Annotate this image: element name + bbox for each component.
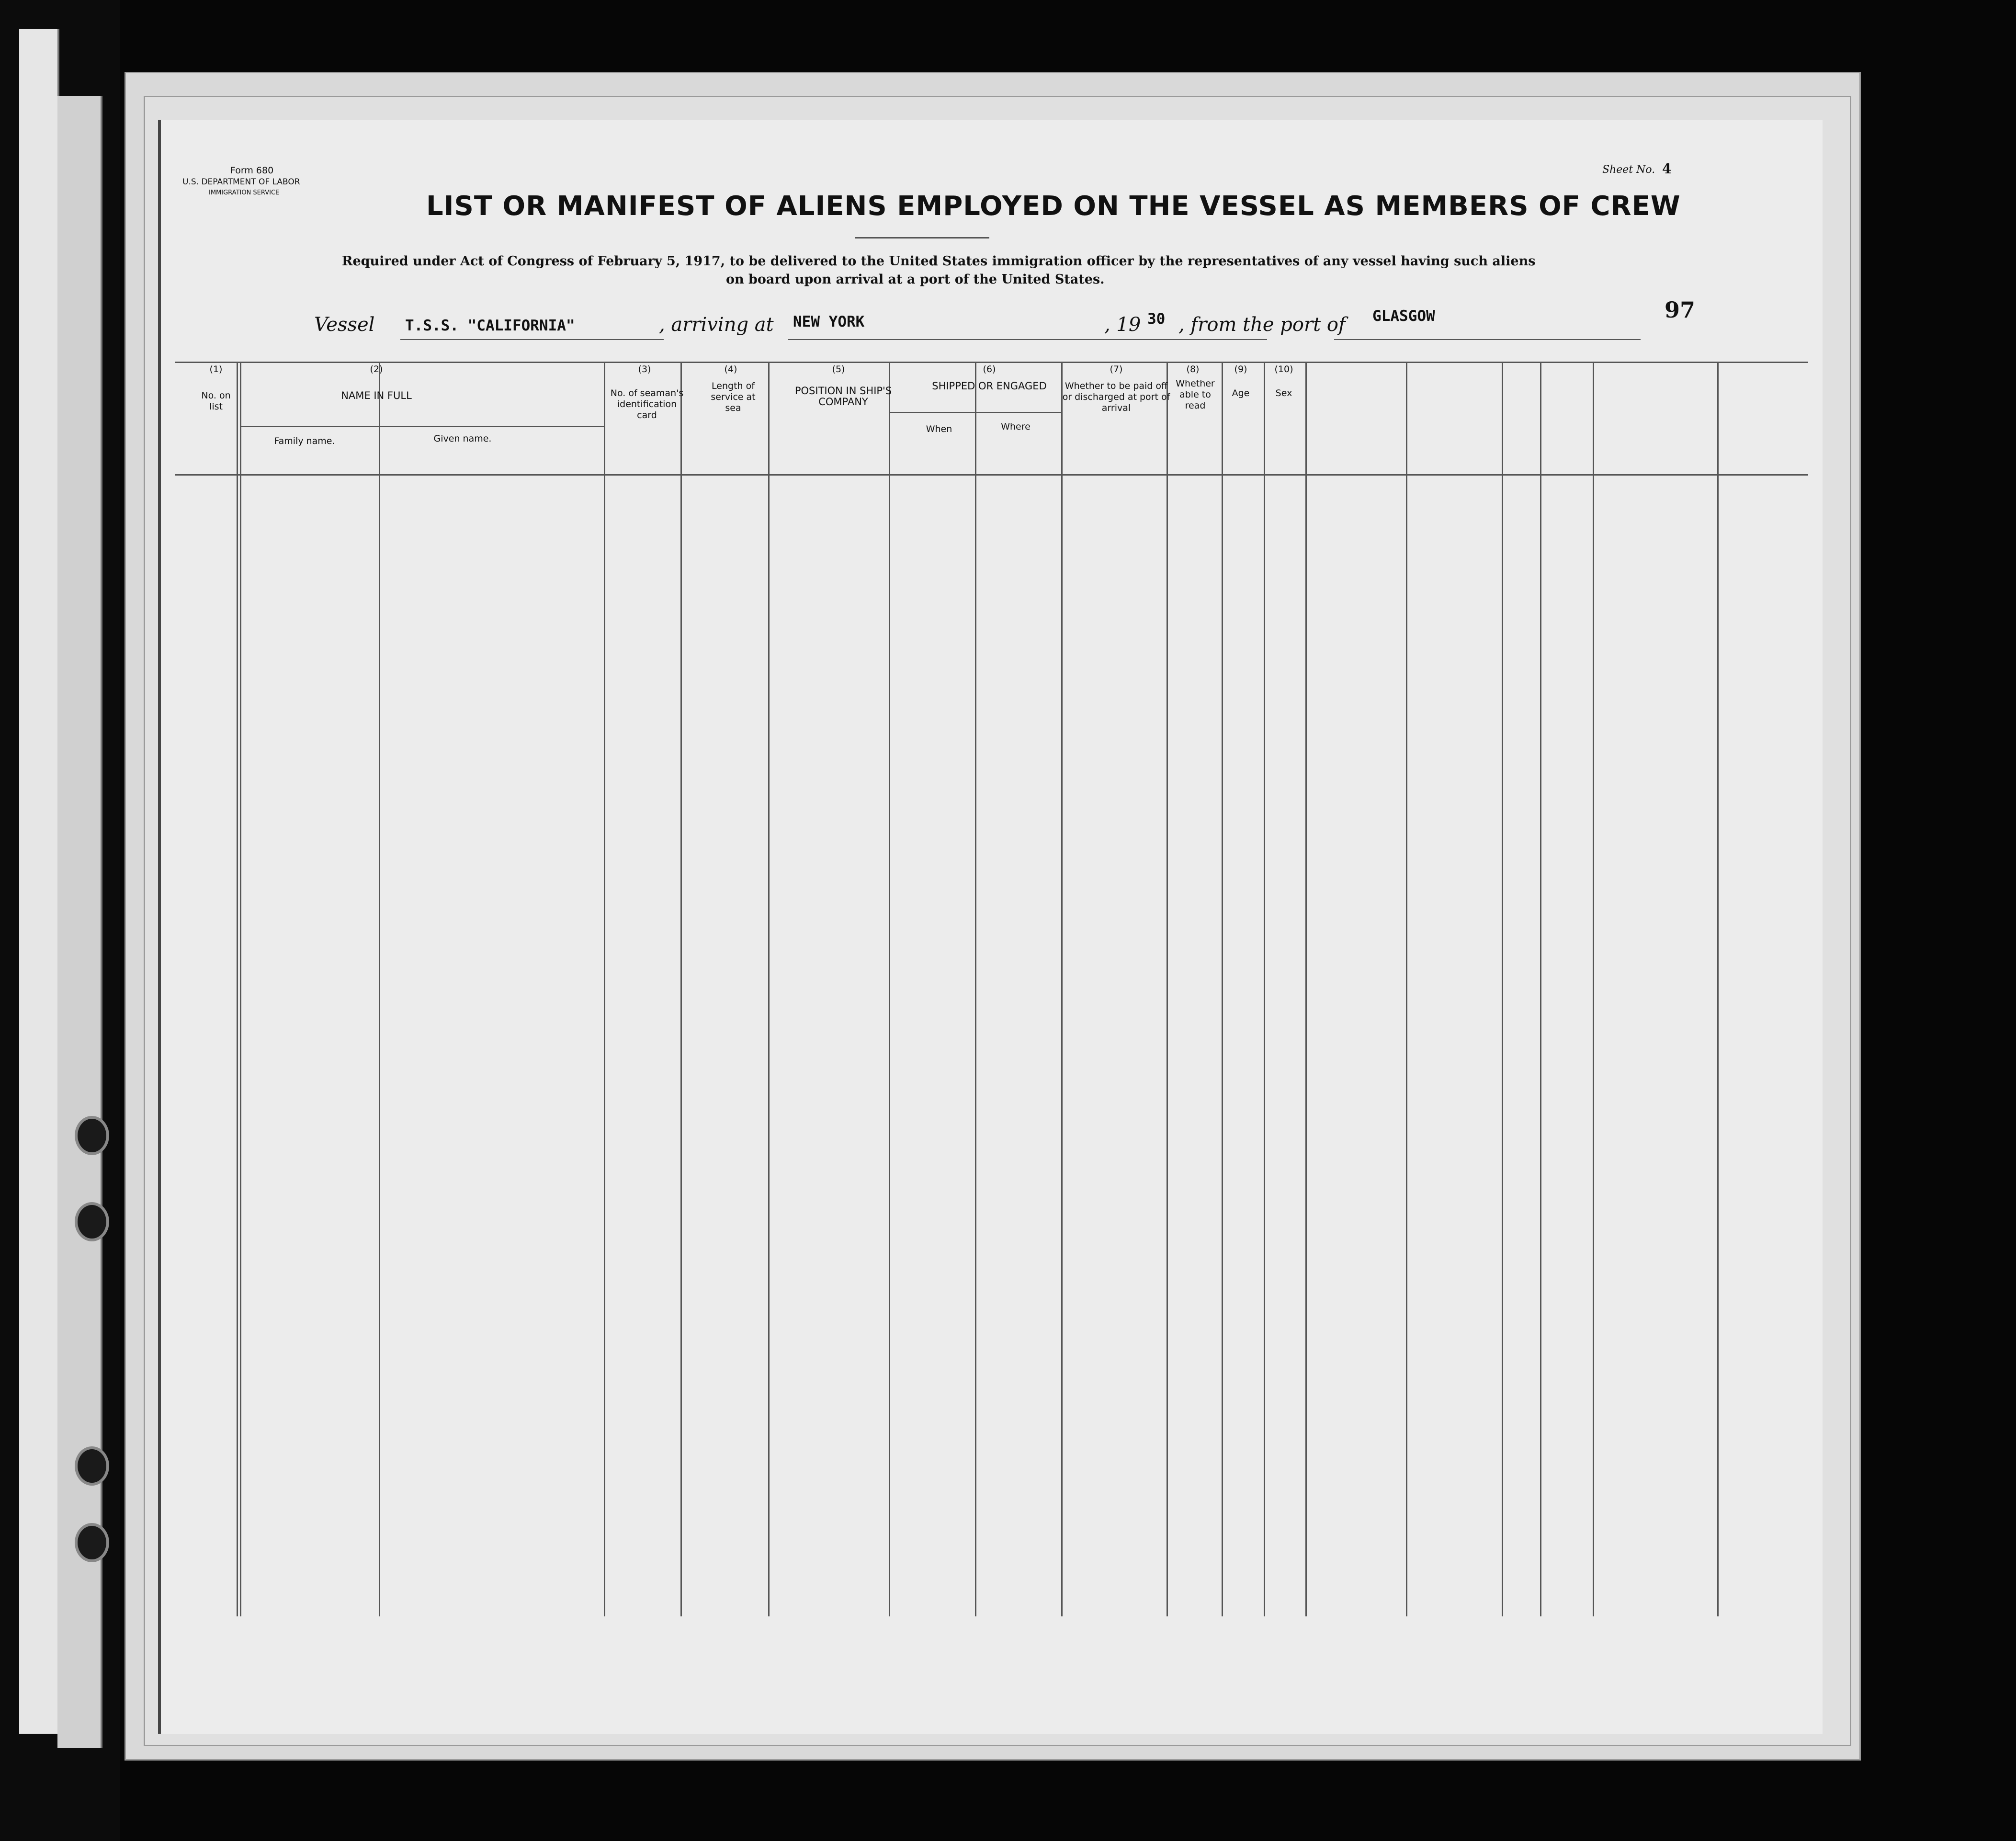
- column-divider: [240, 362, 241, 1616]
- column-divider: [1593, 362, 1594, 1616]
- column-divider: [604, 362, 605, 1616]
- column-divider: [768, 362, 770, 1616]
- col7-number: (7): [1110, 364, 1123, 375]
- col1-number: (1): [209, 364, 223, 375]
- departure-port: GLASGOW: [1372, 307, 1435, 325]
- col6-header: SHIPPED OR ENGAGED: [932, 380, 1047, 392]
- form-title: LIST OR MANIFEST OF ALIENS EMPLOYED ON THE VESSEL AS MEMBERS OF CREW: [426, 191, 1681, 222]
- punch-hole: [75, 1202, 109, 1241]
- col8-number: (8): [1186, 364, 1200, 375]
- page-number: 97: [1665, 297, 1696, 323]
- col5-header: POSITION IN SHIP'S COMPANY: [794, 385, 892, 408]
- column-divider: [975, 362, 976, 1616]
- punch-hole: [75, 1446, 109, 1486]
- column-divider: [1406, 362, 1407, 1616]
- column-divider: [889, 362, 890, 1616]
- manifest-page: [158, 120, 1823, 1734]
- column-divider: [1264, 362, 1265, 1616]
- column-divider: [1305, 362, 1307, 1616]
- col3-header: No. of seaman's identification card: [610, 388, 684, 420]
- col2-header: NAME IN FULL: [341, 390, 412, 401]
- punch-hole: [75, 1116, 109, 1155]
- column-divider: [379, 362, 380, 1616]
- year-suffix: 30: [1147, 310, 1166, 328]
- column-divider: [237, 362, 238, 1616]
- col4-number: (4): [724, 364, 737, 375]
- punch-hole: [75, 1523, 109, 1562]
- col1-header: No. on list: [201, 390, 231, 412]
- vessel-label: Vessel: [314, 314, 375, 336]
- col9-header: Age: [1232, 388, 1250, 398]
- arriving-label: , arriving at: [659, 314, 774, 336]
- form-number: Form 680: [230, 165, 274, 176]
- col10-header: Sex: [1275, 388, 1292, 398]
- column-divider: [1502, 362, 1503, 1616]
- col6-where: Where: [1001, 421, 1031, 432]
- col3-number: (3): [638, 364, 651, 375]
- column-divider: [680, 362, 682, 1616]
- column-divider: [1717, 362, 1719, 1616]
- column-divider: [1222, 362, 1223, 1616]
- col10-number: (10): [1274, 364, 1293, 375]
- year-prefix: , 19: [1104, 314, 1141, 336]
- form-subtitle-2: on board upon arrival at a port of the United States.: [726, 272, 1105, 287]
- sheet-label: Sheet No.: [1602, 164, 1655, 176]
- arrival-port: NEW YORK: [793, 313, 865, 330]
- col2-family: Family name.: [274, 436, 335, 446]
- paper-strip: [19, 29, 59, 1734]
- col6-when: When: [926, 424, 952, 434]
- paper-strip: [57, 96, 102, 1748]
- col5-number: (5): [832, 364, 845, 375]
- col7-header: Whether to be paid off or discharged at port of arrival: [1062, 381, 1170, 413]
- column-divider: [1061, 362, 1063, 1616]
- sheet-number: 4: [1662, 161, 1672, 177]
- form-subtitle-1: Required under Act of Congress of February 5, 1917, to be delivered to the United States immigration officer by the representatives of any vessel having such aliens: [342, 254, 1536, 269]
- from-label: , from the port of: [1178, 314, 1346, 336]
- department-label: U.S. DEPARTMENT OF LABOR: [182, 177, 300, 187]
- col2-given: Given name.: [433, 433, 492, 444]
- col4-header: Length of service at sea: [711, 381, 756, 413]
- col9-number: (9): [1234, 364, 1247, 375]
- column-divider: [1167, 362, 1168, 1616]
- col6-number: (6): [983, 364, 996, 375]
- service-label: IMMIGRATION SERVICE: [209, 189, 280, 196]
- col8-header: Whether able to read: [1176, 378, 1215, 411]
- vessel-name: T.S.S. "CALIFORNIA": [405, 317, 575, 334]
- column-divider: [1540, 362, 1541, 1616]
- col2-number: (2): [370, 364, 383, 375]
